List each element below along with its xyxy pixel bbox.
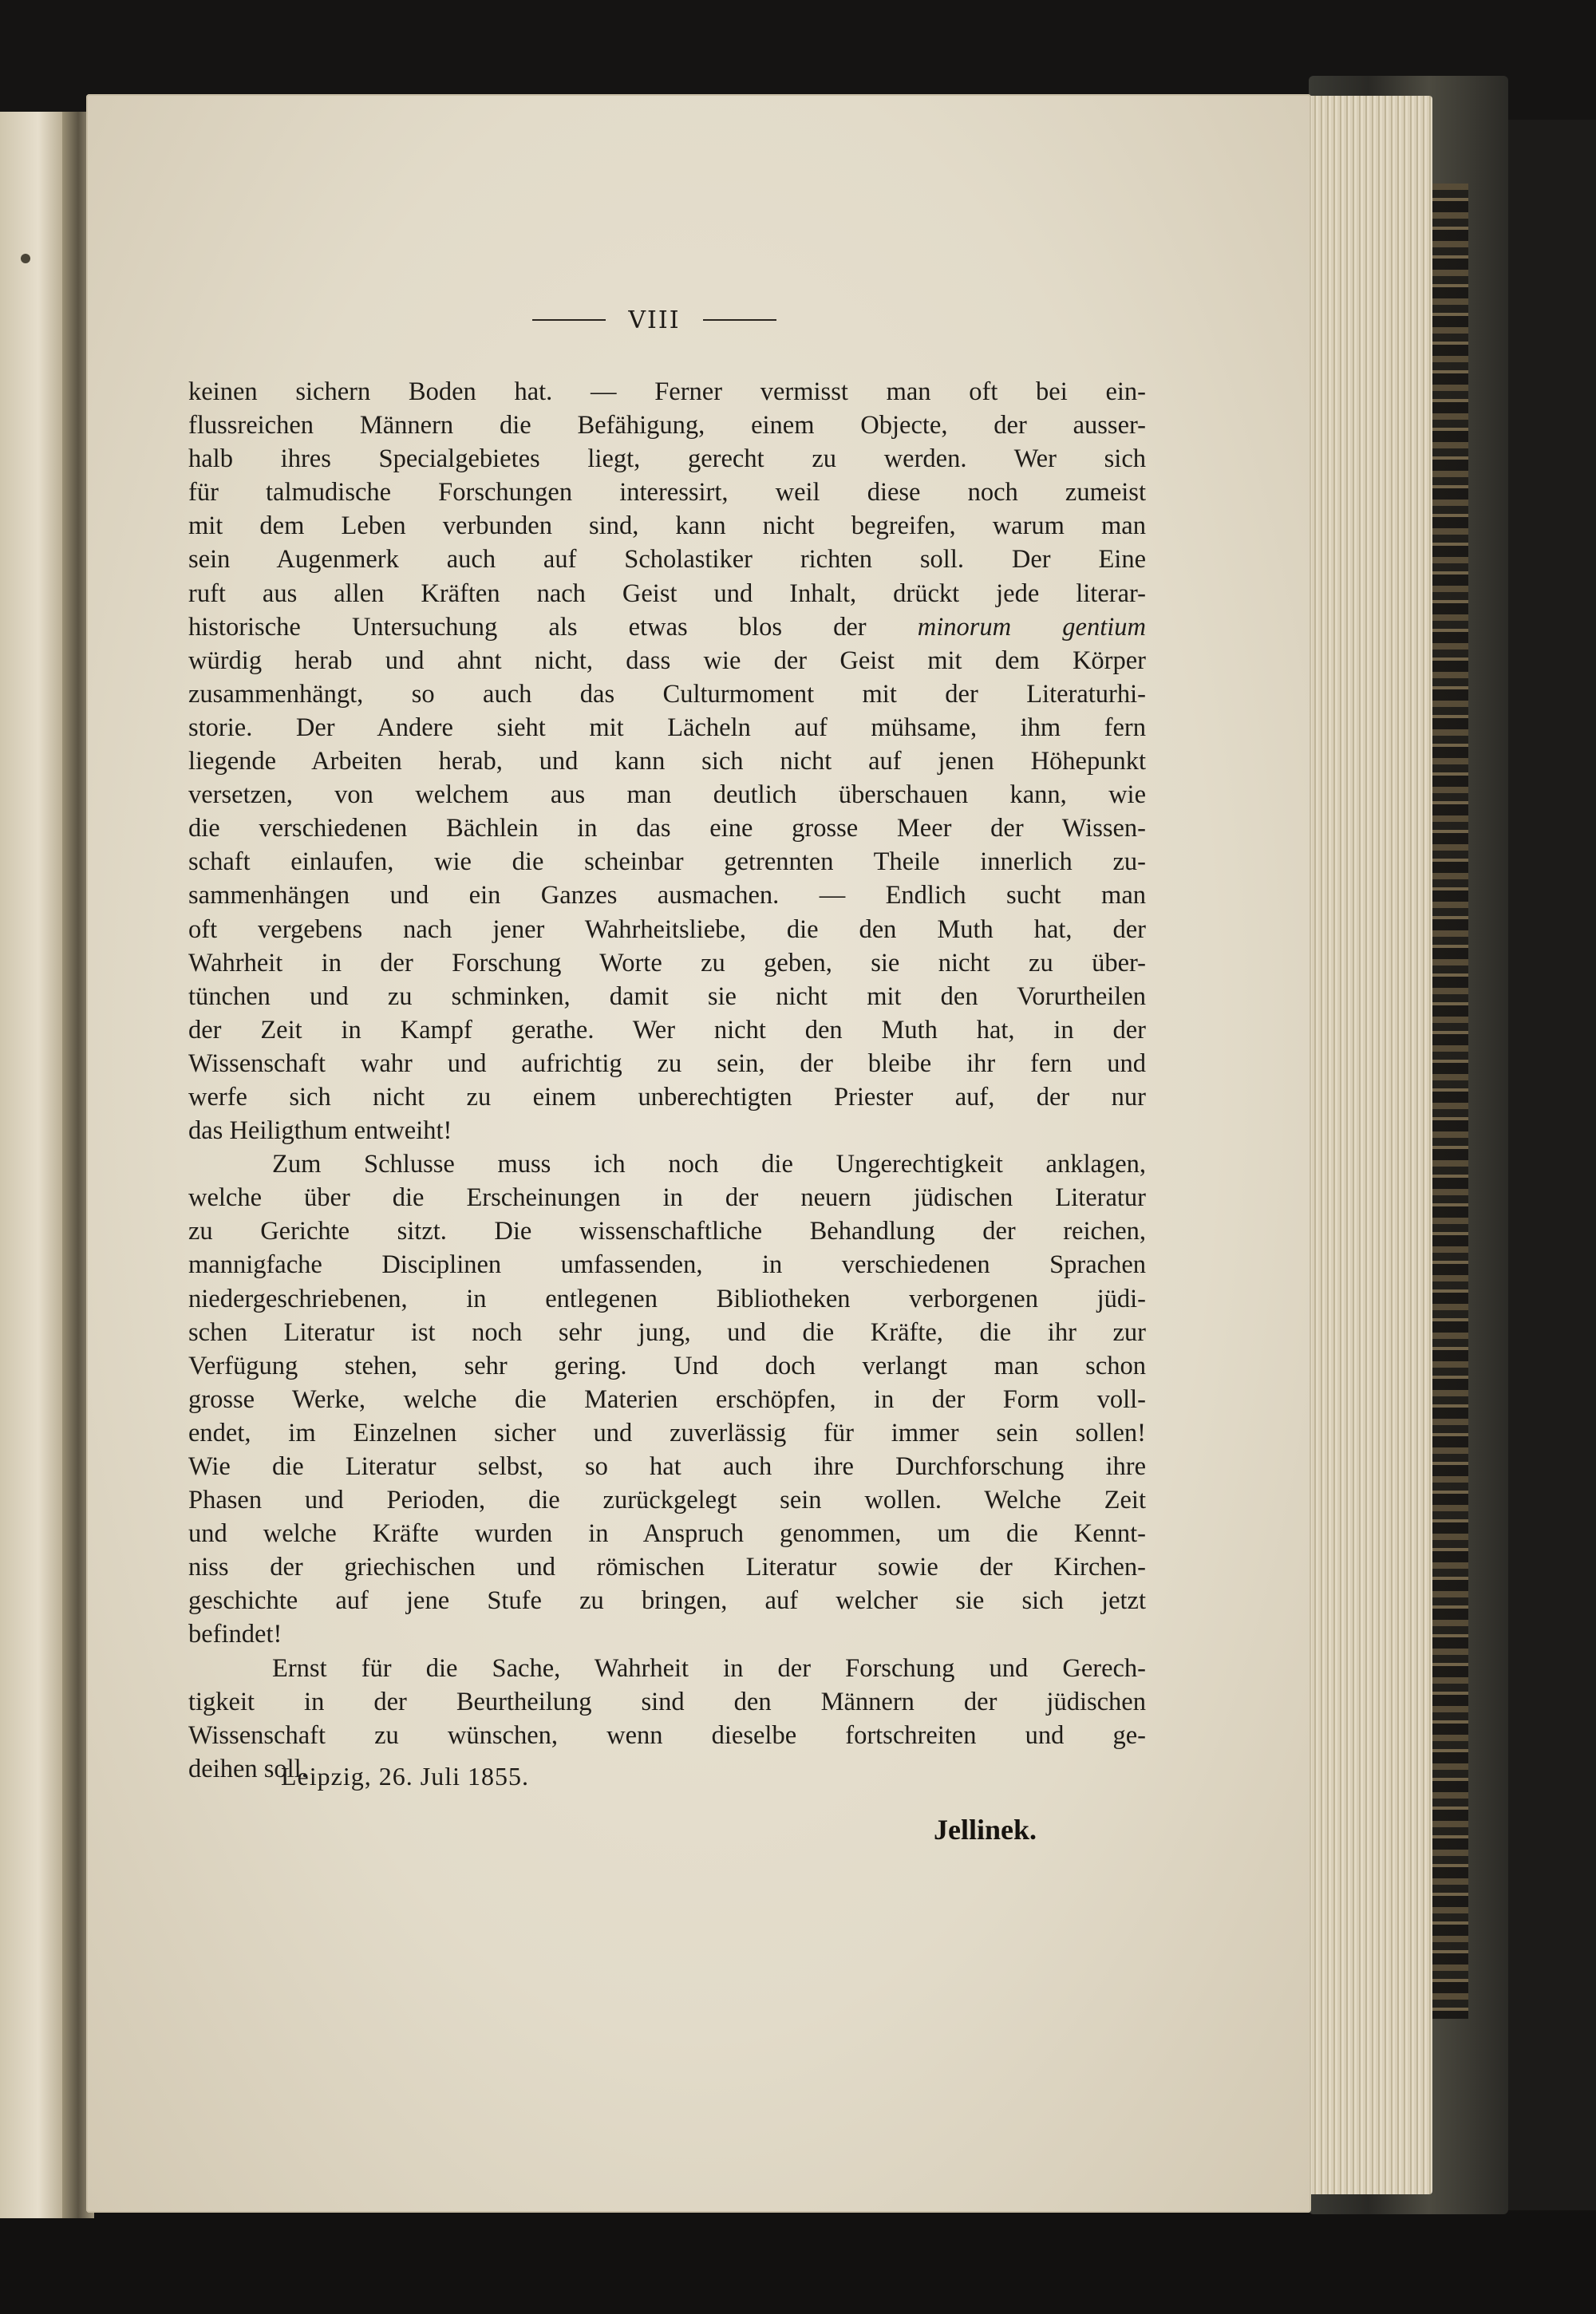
page-number: VIII: [628, 306, 681, 334]
latin-phrase: minorum gentium: [917, 612, 1146, 642]
text-line: keinen sichern Boden hat. — Ferner vermisst man oft bei ein-: [188, 377, 1146, 406]
text-line: Verfügung stehen, sehr gering. Und doch verlangt man schon: [188, 1351, 1146, 1380]
text-line: sein Augenmerk auch auf Scholastiker richten soll. Der Eine: [188, 545, 1146, 575]
text-line: geschichte auf jene Stufe zu bringen, auf welcher sie sich jetzt: [188, 1586, 1146, 1616]
paragraph-end-line: das Heiligthum entweiht!: [188, 1116, 452, 1146]
text-line: Wissenschaft wahr und aufrichtig zu sein, der bleibe ihr fern und: [188, 1048, 1146, 1078]
text-line: liegende Arbeiten herab, und kann sich nicht auf jenen Höhepunkt: [188, 747, 1146, 776]
text-line: halb ihres Specialgebietes liegt, gerecht zu werden. Wer sich: [188, 444, 1146, 474]
text-line: und welche Kräfte wurden in Anspruch genommen, um die Kennt-: [188, 1519, 1146, 1549]
text-line: endet, im Einzelnen sicher und zuverlässig für immer sein sollen!: [188, 1418, 1146, 1447]
author-signature: Jellinek.: [934, 1814, 1037, 1846]
text-line: für talmudische Forschungen interessirt, weil diese noch zumeist: [188, 478, 1146, 507]
paragraph-start-line: Zum Schlusse muss ich noch die Ungerechtigkeit anklagen,: [272, 1150, 1146, 1179]
text-line: mannigfache Disciplinen umfassenden, in verschiedenen Sprachen: [188, 1250, 1146, 1280]
text-line: würdig herab und ahnt nicht, dass wie der Geist mit dem Körper: [188, 646, 1146, 675]
text-line: sammenhängen und ein Ganzes ausmachen. — Endlich sucht man: [188, 881, 1146, 910]
text-line: zu Gerichte sitzt. Die wissenschaftliche Behandlung der reichen,: [188, 1217, 1146, 1246]
background-bottom: [0, 2210, 1596, 2314]
text-line: Wissenschaft zu wünschen, wenn dieselbe fortschreiten und ge-: [188, 1720, 1146, 1750]
page-edges: [1293, 96, 1432, 2194]
text-line: werfe sich nicht zu einem unberechtigten Priester auf, der nur: [188, 1082, 1146, 1112]
text-line: niss der griechischen und römischen Literatur sowie der Kirchen-: [188, 1553, 1146, 1582]
text-line: der Zeit in Kampf gerathe. Wer nicht den Muth hat, in der: [188, 1015, 1146, 1044]
header-rule-left: [532, 319, 606, 321]
text-line: tünchen und zu schminken, damit sie nicht mit den Vorurtheilen: [188, 981, 1146, 1011]
left-page-edge: [0, 112, 64, 2218]
text-line: welche über die Erscheinungen in der neuern jüdischen Literatur: [188, 1183, 1146, 1213]
text-line: versetzen, von welchem aus man deutlich überschauen kann, wie: [188, 780, 1146, 810]
margin-speck: [21, 254, 30, 263]
header-rule-right: [703, 319, 776, 321]
paragraph-end-line: deihen soll.: [188, 1754, 308, 1783]
text-line: storie. Der Andere sieht mit Lächeln auf mühsame, ihm fern: [188, 713, 1146, 742]
text-line: schaft einlaufen, wie die scheinbar getrennten Theile innerlich zu-: [188, 847, 1146, 877]
text-line: flussreichen Männern die Befähigung, einem Objecte, der ausser-: [188, 411, 1146, 440]
text-line: oft vergebens nach jener Wahrheitsliebe, die den Muth hat, der: [188, 914, 1146, 944]
body-text: [188, 375, 1146, 1786]
text-line: ruft aus allen Kräften nach Geist und Inhalt, drückt jede literar-: [188, 578, 1146, 608]
text-line: Wie die Literatur selbst, so hat auch ihre Durchforschung ihre: [188, 1452, 1146, 1481]
paragraph-end-line: befindet!: [188, 1620, 282, 1649]
paragraph-start-line: Ernst für die Sache, Wahrheit in der Forschung und Gerech-: [272, 1653, 1146, 1683]
text-line: zusammenhängt, so auch das Culturmoment mit der Literaturhi-: [188, 679, 1146, 709]
text-line: die verschiedenen Bächlein in das eine grosse Meer der Wissen-: [188, 814, 1146, 843]
text-line: Wahrheit in der Forschung Worte zu geben, sie nicht zu über-: [188, 948, 1146, 977]
text-line: tigkeit in der Beurtheilung sind den Männern der jüdischen: [188, 1687, 1146, 1716]
text-line: schen Literatur ist noch sehr jung, und die Kräfte, die ihr zur: [188, 1317, 1146, 1347]
page-header: [495, 300, 814, 340]
text-line: Phasen und Perioden, die zurückgelegt sein wollen. Welche Zeit: [188, 1486, 1146, 1515]
place-and-date: Leipzig, 26. Juli 1855.: [281, 1762, 529, 1791]
text-line: niedergeschriebenen, in entlegenen Bibliotheken verborgenen jüdi-: [188, 1284, 1146, 1313]
text-line: grosse Werke, welche die Materien erschöpfen, in der Form voll-: [188, 1384, 1146, 1414]
text-line: mit dem Leben verbunden sind, kann nicht begreifen, warum man: [188, 511, 1146, 541]
text-line: historische Untersuchung als etwas blos der minorum gentium: [188, 612, 1146, 642]
